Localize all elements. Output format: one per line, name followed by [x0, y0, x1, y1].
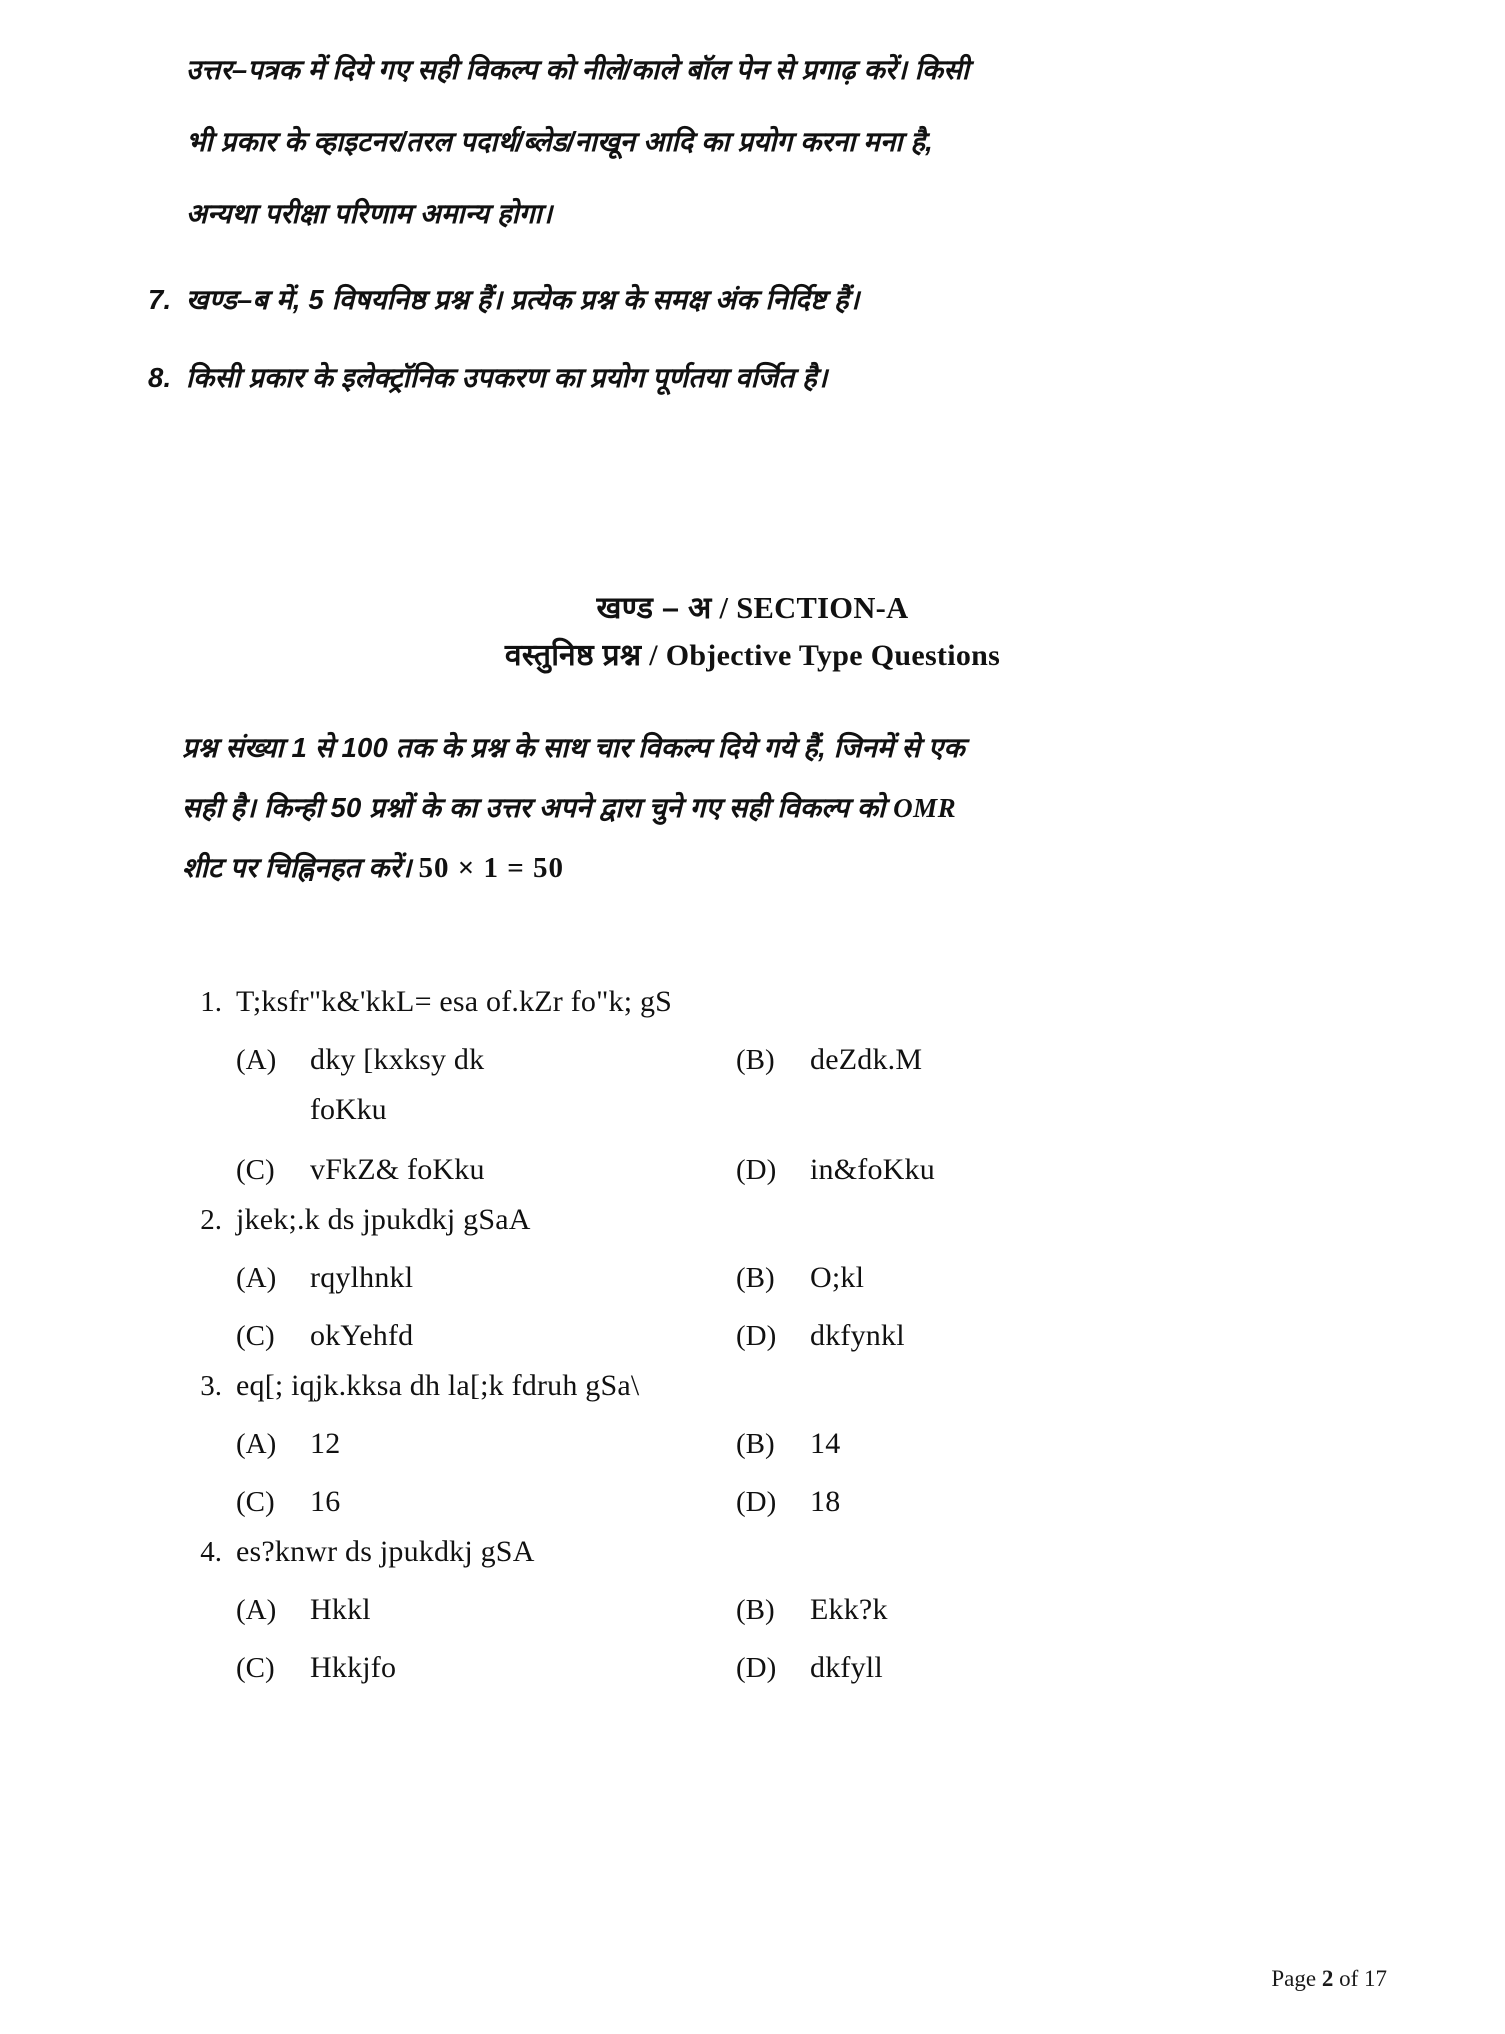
option-c-label: (C)	[236, 1652, 275, 1684]
section-heading-english: SECTION-A	[736, 591, 909, 625]
section-subheading-english: Objective Type Questions	[665, 639, 1001, 672]
instruction-item-8-number: 8.	[148, 362, 172, 393]
question-text: eq[; iqjk.kksa dh la[;k fdruh gSa\	[236, 1369, 640, 1402]
objective-instruction-line-2-text: सही है। किन्ही 50 प्रश्नों के का उत्तर अपने द्वारा चुने गए सही विकल्प को	[182, 792, 894, 823]
question-item	[182, 978, 1362, 1194]
question-stem	[182, 978, 1362, 1026]
footer-suffix: of 17	[1333, 1966, 1387, 1991]
option-c-text: okYehfd	[310, 1319, 414, 1352]
option-row	[182, 1312, 1362, 1360]
option-d-text: in&foKku	[810, 1153, 935, 1186]
option-a-label: (A)	[236, 1428, 277, 1460]
footer-prefix: Page	[1271, 1966, 1322, 1991]
option-c[interactable]	[236, 1312, 736, 1360]
option-c[interactable]	[236, 1644, 736, 1692]
objective-instruction-line-2	[182, 778, 1342, 838]
instruction-continuation-line-2: भी प्रकार के व्हाइटनर/तरल पदार्थ/ब्लेड/नाखून आदि का प्रयोग करना मना है,	[186, 126, 934, 157]
option-d[interactable]	[736, 1478, 1256, 1526]
option-a-text: rqylhnkl	[310, 1261, 414, 1294]
option-b[interactable]	[736, 1036, 1256, 1084]
question-item	[182, 1196, 1362, 1360]
question-text: es?knwr ds jpukdkj gSA	[236, 1535, 535, 1568]
question-number: 3.	[200, 1370, 222, 1402]
option-b-text: O;kl	[810, 1261, 865, 1294]
option-b[interactable]	[736, 1420, 1256, 1468]
option-c-label: (C)	[236, 1486, 275, 1518]
instruction-continuation-line-3: अन्यथा परीक्षा परिणाम अमान्य होगा।	[186, 198, 553, 229]
question-number: 2.	[200, 1204, 222, 1236]
question-stem	[182, 1196, 1362, 1244]
option-a-label: (A)	[236, 1262, 277, 1294]
instruction-item-8-text: किसी प्रकार के इलेक्ट्रॉनिक उपकरण का प्रयोग पूर्णतया वर्जित है।	[186, 362, 828, 393]
section-heading-line-1	[0, 585, 1505, 632]
question-item	[182, 1528, 1362, 1692]
instruction-item-7-text: खण्ड–ब में, 5 विषयनिष्ठ प्रश्न हैं। प्रत्येक प्रश्न के समक्ष अंक निर्दिष्ट हैं।	[186, 284, 860, 315]
instructions-block	[148, 34, 1373, 408]
option-a[interactable]	[236, 1420, 736, 1468]
option-d-label: (D)	[736, 1486, 777, 1518]
question-number: 4.	[200, 1536, 222, 1568]
option-a[interactable]	[236, 1254, 736, 1302]
question-item	[182, 1362, 1362, 1526]
objective-instruction-line-3	[182, 838, 1342, 898]
option-d[interactable]	[736, 1146, 1256, 1194]
instruction-continuation-line-1: उत्तर–पत्रक में दिये गए सही विकल्प को नीले/काले बॉल पेन से प्रगाढ़ करें। किसी	[186, 54, 970, 85]
option-b-label: (B)	[736, 1044, 775, 1076]
objective-instruction	[182, 718, 1342, 898]
option-a-label: (A)	[236, 1044, 277, 1076]
option-c[interactable]	[236, 1146, 736, 1194]
option-b[interactable]	[736, 1586, 1256, 1634]
option-b-text: deZdk.M	[810, 1043, 923, 1076]
option-row	[182, 1644, 1362, 1692]
question-text: T;ksfr"k&'kkL= esa of.kZr fo"k; gS	[236, 985, 673, 1018]
objective-instruction-line-3-text: शीट पर चिह्निनहत करें।	[182, 852, 412, 883]
option-b-label: (B)	[736, 1428, 775, 1460]
option-a-continuation: foKku	[310, 1093, 387, 1126]
option-d-text: dkfynkl	[810, 1319, 905, 1352]
instruction-item-8	[148, 348, 1373, 408]
option-c-text: vFkZ& foKku	[310, 1153, 485, 1186]
question-stem	[182, 1528, 1362, 1576]
option-c-label: (C)	[236, 1154, 275, 1186]
instruction-item-7	[148, 270, 1373, 330]
question-number: 1.	[200, 986, 222, 1018]
section-heading-separator: /	[711, 591, 737, 625]
section-subheading-hindi: वस्तुनिष्ठ प्रश्न	[504, 639, 642, 672]
option-row	[182, 1586, 1362, 1634]
marks-allocation: 50 × 1 = 50	[418, 852, 565, 884]
option-c-text: Hkkjfo	[310, 1651, 397, 1684]
option-c[interactable]	[236, 1478, 736, 1526]
option-a-text: dky [kxksy dk	[310, 1043, 485, 1076]
section-heading-line-2	[0, 632, 1505, 679]
option-d[interactable]	[736, 1312, 1256, 1360]
section-heading-hindi: खण्ड – अ	[596, 591, 712, 625]
option-d-text: dkfyll	[810, 1651, 883, 1684]
option-a-text: 12	[310, 1427, 341, 1460]
option-a[interactable]	[236, 1586, 736, 1634]
option-row	[182, 1254, 1362, 1302]
option-b-label: (B)	[736, 1262, 775, 1294]
option-a[interactable]	[236, 1036, 736, 1084]
option-b-text: 14	[810, 1427, 841, 1460]
option-row	[182, 1146, 1362, 1194]
option-a-label: (A)	[236, 1594, 277, 1626]
option-row	[182, 1478, 1362, 1526]
option-row	[182, 1036, 1362, 1084]
option-d-text: 18	[810, 1485, 841, 1518]
option-d-label: (D)	[736, 1154, 777, 1186]
question-list	[182, 978, 1362, 1694]
page-footer	[1271, 1966, 1387, 1992]
option-d[interactable]	[736, 1644, 1256, 1692]
option-b-label: (B)	[736, 1594, 775, 1626]
omr-label: OMR	[893, 793, 957, 823]
option-row	[182, 1420, 1362, 1468]
option-b[interactable]	[736, 1254, 1256, 1302]
section-heading	[0, 585, 1505, 679]
section-subheading-separator: /	[641, 639, 666, 672]
question-text: jkek;.k ds jpukdkj gSaA	[236, 1203, 531, 1236]
option-a-text: Hkkl	[310, 1593, 371, 1626]
option-b-text: Ekk?k	[810, 1593, 888, 1626]
option-d-label: (D)	[736, 1320, 777, 1352]
question-stem	[182, 1362, 1362, 1410]
option-c-label: (C)	[236, 1320, 275, 1352]
instruction-item-7-number: 7.	[148, 284, 172, 315]
option-c-text: 16	[310, 1485, 341, 1518]
option-d-label: (D)	[736, 1652, 777, 1684]
objective-instruction-line-1: प्रश्न संख्या 1 से 100 तक के प्रश्न के साथ चार विकल्प दिये गये हैं, जिनमें से एक	[182, 732, 965, 763]
footer-page-number: 2	[1321, 1966, 1334, 1991]
